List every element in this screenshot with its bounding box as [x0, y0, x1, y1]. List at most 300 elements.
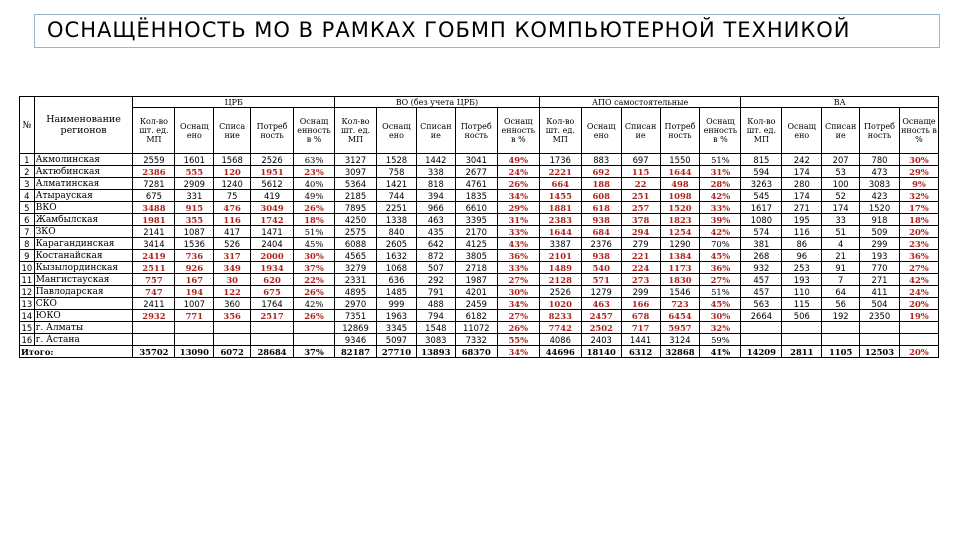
table-cell: 1764: [251, 298, 294, 310]
table-cell: 594: [741, 166, 782, 178]
table-cell: 2559: [133, 154, 175, 166]
table-header: [20, 97, 939, 154]
table-row: [20, 322, 939, 334]
table-cell: 166: [621, 298, 660, 310]
table-cell: 1617: [741, 202, 782, 214]
table-cell: 1951: [251, 166, 294, 178]
table-cell: [899, 322, 938, 334]
table-cell: 110: [782, 286, 822, 298]
table-cell: 356: [214, 310, 251, 322]
table-cell: 193: [860, 250, 900, 262]
table-cell: 1485: [377, 286, 417, 298]
total-cell: 13893: [416, 346, 455, 358]
table-cell: 338: [416, 166, 455, 178]
group-header: АПО самостоятельные: [539, 97, 741, 108]
table-cell: 116: [782, 226, 822, 238]
table-cell: 744: [377, 190, 417, 202]
table-cell: 3083: [416, 334, 455, 346]
table-cell: 26%: [294, 286, 335, 298]
region-name: Мангистауская: [34, 274, 133, 286]
total-cell: 13090: [175, 346, 214, 358]
table-cell: 1441: [621, 334, 660, 346]
table-cell: 509: [860, 226, 900, 238]
table-cell: 27%: [899, 262, 938, 274]
table-cell: 6088: [335, 238, 377, 250]
table-cell: 1442: [416, 154, 455, 166]
table-cell: 473: [860, 166, 900, 178]
column-header: Оснащ ено: [377, 108, 417, 154]
table-cell: 2101: [539, 250, 581, 262]
table-cell: 299: [860, 238, 900, 250]
row-number: 4: [20, 190, 35, 202]
table-cell: 42%: [700, 190, 741, 202]
table-cell: 33: [822, 214, 860, 226]
table-cell: 19%: [899, 310, 938, 322]
table-cell: [251, 322, 294, 334]
table-cell: 4: [822, 238, 860, 250]
table-cell: 498: [660, 178, 700, 190]
table-cell: 2128: [539, 274, 581, 286]
row-number: 9: [20, 250, 35, 262]
table-cell: 49%: [294, 190, 335, 202]
table-cell: 18%: [294, 214, 335, 226]
header-region-name: Наименование регионов: [34, 97, 133, 154]
table-cell: 840: [377, 226, 417, 238]
total-cell: 1105: [822, 346, 860, 358]
table-row: [20, 250, 939, 262]
row-number: 6: [20, 214, 35, 226]
table-cell: 3263: [741, 178, 782, 190]
region-name: СКО: [34, 298, 133, 310]
table-cell: 3127: [335, 154, 377, 166]
table-cell: 23%: [899, 238, 938, 250]
table-cell: 355: [175, 214, 214, 226]
table-cell: 273: [621, 274, 660, 286]
table-cell: 2170: [455, 226, 497, 238]
table-cell: 28%: [700, 178, 741, 190]
table-cell: 115: [782, 298, 822, 310]
table-cell: 791: [416, 286, 455, 298]
table-cell: 636: [377, 274, 417, 286]
column-header: Потреб ность: [860, 108, 900, 154]
table-cell: 3805: [455, 250, 497, 262]
table-cell: [782, 334, 822, 346]
table-cell: 1290: [660, 238, 700, 250]
table-cell: 34%: [497, 190, 539, 202]
table-cell: 555: [175, 166, 214, 178]
page-title: ОСНАЩЁННОСТЬ МО В РАМКАХ ГОБМП КОМПЬЮТЕРНОЙ ТЕХНИКОЙ: [47, 18, 851, 42]
table-cell: 3124: [660, 334, 700, 346]
table-cell: [133, 322, 175, 334]
table-cell: 36%: [497, 250, 539, 262]
table-cell: 45%: [294, 238, 335, 250]
table-cell: 2404: [251, 238, 294, 250]
column-header: Кол-во шт. ед. МП: [335, 108, 377, 154]
table-cell: 3345: [377, 322, 417, 334]
table-cell: 30%: [294, 250, 335, 262]
group-header: ЦРБ: [133, 97, 335, 108]
table-cell: 2575: [335, 226, 377, 238]
table-row: [20, 238, 939, 250]
column-header: Списан ие: [621, 108, 660, 154]
column-header: Списан ие: [416, 108, 455, 154]
table-cell: 96: [782, 250, 822, 262]
table-cell: [175, 334, 214, 346]
table-cell: 360: [214, 298, 251, 310]
table-cell: 36%: [700, 262, 741, 274]
table-cell: 883: [581, 154, 621, 166]
table-cell: 40%: [294, 178, 335, 190]
table-cell: 20%: [899, 226, 938, 238]
table-cell: 4250: [335, 214, 377, 226]
region-name: Акмолинская: [34, 154, 133, 166]
table-cell: 1823: [660, 214, 700, 226]
table-cell: 29%: [497, 202, 539, 214]
row-number: 3: [20, 178, 35, 190]
row-number: 8: [20, 238, 35, 250]
table-cell: 26%: [294, 310, 335, 322]
table-row: [20, 178, 939, 190]
table-cell: [175, 322, 214, 334]
table-cell: 697: [621, 154, 660, 166]
table-cell: 5957: [660, 322, 700, 334]
table-cell: 1384: [660, 250, 700, 262]
total-cell: 12503: [860, 346, 900, 358]
table-cell: 678: [621, 310, 660, 322]
table-cell: 174: [782, 190, 822, 202]
table-cell: 1987: [455, 274, 497, 286]
table-cell: 24%: [497, 166, 539, 178]
table-cell: 2459: [455, 298, 497, 310]
table-cell: 463: [416, 214, 455, 226]
table-cell: 268: [741, 250, 782, 262]
table-cell: 4895: [335, 286, 377, 298]
table-cell: 26%: [294, 202, 335, 214]
table-cell: 30: [214, 274, 251, 286]
table-cell: 167: [175, 274, 214, 286]
table-cell: 9%: [899, 178, 938, 190]
table-cell: 1254: [660, 226, 700, 238]
table-cell: 966: [416, 202, 455, 214]
equipment-table: [19, 96, 939, 358]
table-cell: 271: [782, 202, 822, 214]
table-cell: 2403: [581, 334, 621, 346]
table-cell: [133, 334, 175, 346]
table-cell: 938: [581, 250, 621, 262]
table-cell: 4565: [335, 250, 377, 262]
table-cell: 1338: [377, 214, 417, 226]
table-cell: 2932: [133, 310, 175, 322]
table-cell: 12869: [335, 322, 377, 334]
table-cell: [860, 334, 900, 346]
table-cell: 1568: [214, 154, 251, 166]
table-cell: 30%: [899, 154, 938, 166]
table-cell: 23%: [294, 166, 335, 178]
region-name: Жамбылская: [34, 214, 133, 226]
table-row: [20, 202, 939, 214]
row-number: 2: [20, 166, 35, 178]
column-header: Оснащ ено: [175, 108, 214, 154]
column-header: Оснащ ено: [782, 108, 822, 154]
table-cell: 1528: [377, 154, 417, 166]
region-name: г. Алматы: [34, 322, 133, 334]
table-cell: 224: [621, 262, 660, 274]
table-cell: 122: [214, 286, 251, 298]
table-cell: 294: [621, 226, 660, 238]
table-cell: [294, 322, 335, 334]
total-cell: 68370: [455, 346, 497, 358]
table-cell: 2664: [741, 310, 782, 322]
region-name: Павлодарская: [34, 286, 133, 298]
table-row: [20, 286, 939, 298]
group-header: ВО (без учета ЦРБ): [335, 97, 540, 108]
table-cell: 17%: [899, 202, 938, 214]
region-name: Карагандинская: [34, 238, 133, 250]
table-cell: 1240: [214, 178, 251, 190]
column-header: Кол-во шт. ед. МП: [133, 108, 175, 154]
table-cell: 618: [581, 202, 621, 214]
table-cell: 771: [175, 310, 214, 322]
table-cell: 417: [214, 226, 251, 238]
table-cell: 2141: [133, 226, 175, 238]
row-number: 11: [20, 274, 35, 286]
table-cell: 2350: [860, 310, 900, 322]
table-cell: 24%: [899, 286, 938, 298]
table-cell: 349: [214, 262, 251, 274]
header-no: №: [20, 97, 35, 154]
table-cell: 36%: [899, 250, 938, 262]
table-cell: 34%: [497, 298, 539, 310]
table-row: [20, 274, 939, 286]
table-cell: 675: [133, 190, 175, 202]
table-cell: 381: [741, 238, 782, 250]
table-cell: [822, 334, 860, 346]
table-cell: 1421: [377, 178, 417, 190]
table-cell: 1736: [539, 154, 581, 166]
table-cell: 2251: [377, 202, 417, 214]
table-cell: 563: [741, 298, 782, 310]
table-cell: 292: [416, 274, 455, 286]
table-cell: 747: [133, 286, 175, 298]
column-header: Оснащ енность в %: [700, 108, 741, 154]
table-cell: 1471: [251, 226, 294, 238]
table-row: [20, 226, 939, 238]
table-cell: 938: [581, 214, 621, 226]
table-cell: 1830: [660, 274, 700, 286]
table-cell: 457: [741, 286, 782, 298]
table-row: [20, 310, 939, 322]
table-cell: 642: [416, 238, 455, 250]
table-cell: 51: [822, 226, 860, 238]
region-name: ЮКО: [34, 310, 133, 322]
table-cell: 7351: [335, 310, 377, 322]
table-cell: 27%: [497, 274, 539, 286]
table-cell: 1068: [377, 262, 417, 274]
total-cell: 18140: [581, 346, 621, 358]
table-cell: 120: [214, 166, 251, 178]
table-cell: 7281: [133, 178, 175, 190]
table-cell: 394: [416, 190, 455, 202]
table-row: [20, 214, 939, 226]
table-cell: 299: [621, 286, 660, 298]
table-cell: 545: [741, 190, 782, 202]
table-cell: 30%: [700, 310, 741, 322]
table-cell: 999: [377, 298, 417, 310]
table-cell: 2718: [455, 262, 497, 274]
table-cell: 2376: [581, 238, 621, 250]
table-cell: 675: [251, 286, 294, 298]
table-cell: 207: [822, 154, 860, 166]
table-cell: 1934: [251, 262, 294, 274]
table-cell: 1520: [660, 202, 700, 214]
table-cell: 2383: [539, 214, 581, 226]
table-cell: 5612: [251, 178, 294, 190]
table-cell: 818: [416, 178, 455, 190]
table-cell: 33%: [700, 202, 741, 214]
table-cell: 1020: [539, 298, 581, 310]
table-cell: [860, 322, 900, 334]
table-cell: 32%: [899, 190, 938, 202]
table-cell: 42%: [899, 274, 938, 286]
table-cell: [214, 334, 251, 346]
table-cell: 192: [822, 310, 860, 322]
table-cell: [251, 334, 294, 346]
table-cell: 4086: [539, 334, 581, 346]
table-cell: 174: [782, 166, 822, 178]
table-cell: 4201: [455, 286, 497, 298]
table-cell: 692: [581, 166, 621, 178]
table-cell: 43%: [497, 238, 539, 250]
table-cell: 51%: [700, 286, 741, 298]
table-cell: 257: [621, 202, 660, 214]
table-cell: 31%: [700, 166, 741, 178]
table-cell: 3387: [539, 238, 581, 250]
table-cell: 507: [416, 262, 455, 274]
table-cell: 1087: [175, 226, 214, 238]
table-cell: 423: [860, 190, 900, 202]
table-cell: 620: [251, 274, 294, 286]
region-name: Атырауская: [34, 190, 133, 202]
column-header: Потреб ность: [455, 108, 497, 154]
table-cell: 1536: [175, 238, 214, 250]
row-number: 13: [20, 298, 35, 310]
total-cell: 28684: [251, 346, 294, 358]
table-row: [20, 166, 939, 178]
table-cell: 4125: [455, 238, 497, 250]
table-cell: 194: [175, 286, 214, 298]
table-cell: 115: [621, 166, 660, 178]
table-cell: 1963: [377, 310, 417, 322]
column-header: Кол-во шт. ед. МП: [741, 108, 782, 154]
table-cell: [294, 334, 335, 346]
total-cell: 34%: [497, 346, 539, 358]
table-cell: 2502: [581, 322, 621, 334]
table-cell: 280: [782, 178, 822, 190]
table-cell: 18%: [899, 214, 938, 226]
table-cell: 3279: [335, 262, 377, 274]
table-cell: 2526: [251, 154, 294, 166]
table-cell: 571: [581, 274, 621, 286]
row-number: 7: [20, 226, 35, 238]
table-cell: 2386: [133, 166, 175, 178]
table-cell: 1644: [539, 226, 581, 238]
table-cell: 26%: [497, 322, 539, 334]
table-cell: 3097: [335, 166, 377, 178]
table-row: [20, 334, 939, 346]
table-cell: 918: [860, 214, 900, 226]
total-cell: 2811: [782, 346, 822, 358]
total-cell: 32868: [660, 346, 700, 358]
table-cell: 75: [214, 190, 251, 202]
table-cell: 2511: [133, 262, 175, 274]
table-cell: 2411: [133, 298, 175, 310]
row-number: 10: [20, 262, 35, 274]
table-cell: 1489: [539, 262, 581, 274]
table-cell: 271: [860, 274, 900, 286]
table-cell: 1173: [660, 262, 700, 274]
table-cell: 2517: [251, 310, 294, 322]
table-cell: 1742: [251, 214, 294, 226]
column-header: Оснаще нность в %: [899, 108, 938, 154]
table-row: [20, 154, 939, 166]
total-cell: 41%: [700, 346, 741, 358]
table-cell: 53: [822, 166, 860, 178]
table-cell: 1981: [133, 214, 175, 226]
table-cell: 2331: [335, 274, 377, 286]
table-cell: 1520: [860, 202, 900, 214]
table-cell: 221: [621, 250, 660, 262]
region-name: Актюбинская: [34, 166, 133, 178]
table-cell: 4761: [455, 178, 497, 190]
table-cell: 780: [860, 154, 900, 166]
table-cell: 59%: [700, 334, 741, 346]
table-cell: 1548: [416, 322, 455, 334]
table-cell: 463: [581, 298, 621, 310]
table-cell: 22: [621, 178, 660, 190]
table-cell: 9346: [335, 334, 377, 346]
row-number: 15: [20, 322, 35, 334]
region-name: Костанайская: [34, 250, 133, 262]
row-number: 14: [20, 310, 35, 322]
table-cell: 2970: [335, 298, 377, 310]
table-cell: 2677: [455, 166, 497, 178]
group-header: ВА: [741, 97, 939, 108]
table-cell: 5097: [377, 334, 417, 346]
table-cell: 6182: [455, 310, 497, 322]
table-cell: 5364: [335, 178, 377, 190]
table-cell: 31%: [497, 214, 539, 226]
table-cell: 7895: [335, 202, 377, 214]
table-cell: 52: [822, 190, 860, 202]
table-cell: 915: [175, 202, 214, 214]
column-header: Потреб ность: [251, 108, 294, 154]
table-cell: 2526: [539, 286, 581, 298]
table-cell: 37%: [294, 262, 335, 274]
table-cell: 7: [822, 274, 860, 286]
table-cell: 723: [660, 298, 700, 310]
table-row: [20, 298, 939, 310]
title-box: [34, 14, 940, 48]
table-cell: 3041: [455, 154, 497, 166]
table-cell: [899, 334, 938, 346]
table-cell: 608: [581, 190, 621, 202]
table-cell: 30%: [497, 286, 539, 298]
table-cell: 56: [822, 298, 860, 310]
total-cell: 27710: [377, 346, 417, 358]
table-cell: 63%: [294, 154, 335, 166]
table-cell: 100: [822, 178, 860, 190]
region-name: Кызылординская: [34, 262, 133, 274]
